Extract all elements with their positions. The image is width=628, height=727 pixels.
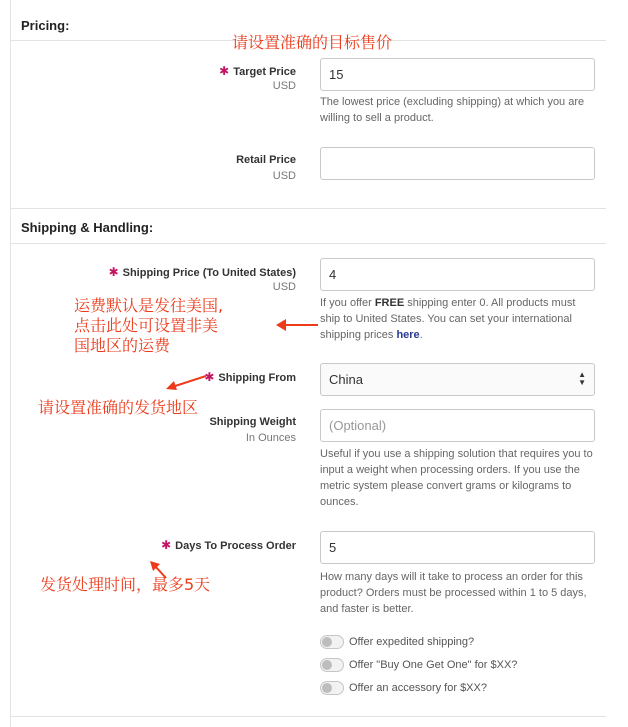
target-price-unit: USD (272, 80, 296, 92)
required-asterisk-icon: ✱ (219, 64, 230, 78)
required-asterisk-icon: ✱ (204, 370, 215, 384)
days-to-process-help: How many days will it take to process an order for this product? Orders must be processed within 1 to 5 days, and faster is better. (320, 571, 587, 615)
days-to-process-label (161, 538, 296, 552)
section-divider (10, 208, 606, 209)
help-text: If you offer (320, 297, 375, 309)
shipping-from-select[interactable] (320, 363, 595, 396)
help-bold-free: FREE (374, 297, 405, 309)
annotation-target-price: 请设置准确的目标售价 (232, 33, 393, 52)
toggle-expedited-shipping[interactable] (320, 634, 474, 650)
retail-price-unit: USD (272, 170, 296, 182)
toggle-switch[interactable] (320, 658, 344, 672)
annotation-arrow-icon (162, 372, 208, 392)
international-shipping-link[interactable]: here (396, 329, 420, 341)
retail-price-input[interactable] (320, 147, 595, 180)
shipping-from-label (204, 370, 296, 384)
help-text: shipping enter 0. All products must ship to United States. You can set your international shipping prices (320, 297, 576, 341)
toggle-switch[interactable] (320, 635, 344, 649)
toggle-accessory[interactable] (320, 680, 487, 696)
shipping-from-label-text: Shipping From (218, 372, 296, 384)
annotation-line: 运费默认是发往美国, (74, 296, 224, 315)
select-updown-icon: ▲ ▼ (578, 370, 586, 387)
annotation-line: 国地区的运费 (74, 336, 171, 355)
section-divider (10, 243, 606, 244)
toggle-label: Offer "Buy One Get One" for $XX? (349, 659, 518, 671)
shipping-section-title: Shipping & Handling: (21, 220, 154, 235)
shipping-weight-input[interactable]: (Optional) (320, 409, 595, 442)
shipping-from-value: China (329, 372, 363, 387)
toggle-label: Offer an accessory for $XX? (349, 682, 487, 694)
target-price-help: The lowest price (excluding shipping) at which you are willing to sell a product. (320, 96, 585, 124)
days-to-process-input[interactable]: 5 (320, 531, 595, 564)
toggle-buy-one-get-one[interactable] (320, 657, 517, 673)
target-price-label-text: Target Price (233, 66, 296, 78)
annotation-shipping-default (74, 296, 223, 356)
annotation-line: 点击此处可设置非美 (74, 316, 219, 335)
shipping-weight-help: Useful if you use a shipping solution that requires you to input a weight when processing orders. If you use the metric system please convert grams or kilograms to ounces. (320, 448, 593, 508)
shipping-price-help (320, 295, 598, 343)
shipping-price-label (109, 265, 296, 279)
shipping-weight-unit: In Ounces (245, 432, 296, 444)
shipping-weight-label: Shipping Weight (209, 416, 296, 428)
required-asterisk-icon: ✱ (108, 265, 119, 279)
toggle-label: Offer expedited shipping? (349, 636, 475, 648)
annotation-processing-time: 发货处理时间，最多5天 (40, 575, 211, 594)
retail-price-label: Retail Price (236, 154, 296, 166)
form-left-border (10, 0, 11, 727)
shipping-price-unit: USD (272, 281, 296, 293)
annotation-arrow-icon (272, 314, 320, 336)
target-price-label (219, 64, 296, 78)
shipping-price-label-text: Shipping Price (To United States) (122, 267, 296, 279)
section-divider (10, 716, 606, 717)
shipping-price-input[interactable]: 4 (320, 258, 595, 291)
required-asterisk-icon: ✱ (161, 538, 172, 552)
annotation-shipping-from: 请设置准确的发货地区 (38, 398, 199, 417)
help-text: . (419, 329, 423, 341)
toggle-switch[interactable] (320, 681, 344, 695)
pricing-section-title: Pricing: (21, 18, 70, 33)
target-price-input[interactable]: 15 (320, 58, 595, 91)
days-to-process-label-text: Days To Process Order (175, 540, 296, 552)
